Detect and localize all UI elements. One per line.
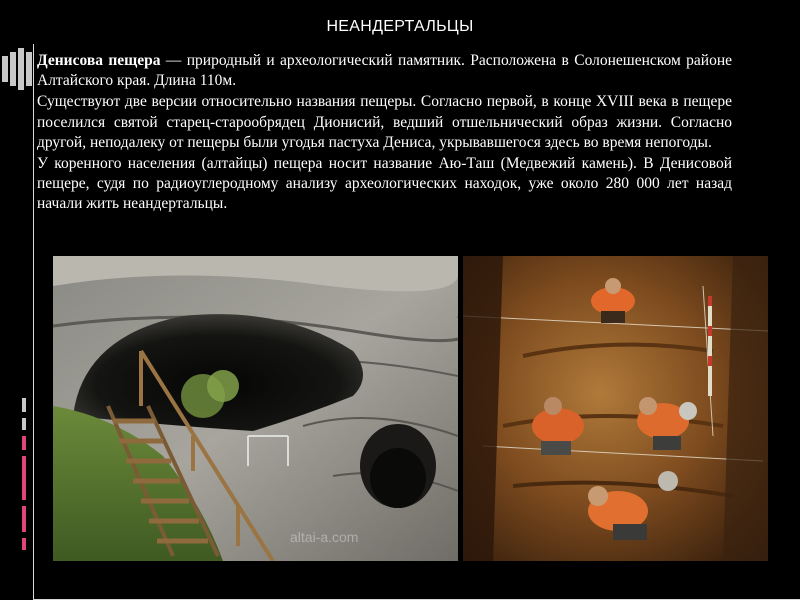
cave-entrance-photo: [53, 256, 458, 561]
excavation-photo: [463, 256, 768, 561]
deco-bar: [18, 48, 24, 90]
paragraph-1: [37, 51, 732, 91]
paragraph-3-text: У коренного населения (алтайцы) пещера носит название Аю-Таш (Медвежий камень). В Денисовой пещере, судя по радиоуглеродному анализу археологических находок, уже около 280 000 лет назад начали жить неандертальцы.: [37, 155, 732, 213]
deco-bar: [2, 56, 8, 82]
deco-bar: [22, 506, 26, 532]
deco-bar: [26, 52, 32, 86]
deco-bar: [10, 52, 16, 86]
slide-body-text: [37, 51, 732, 216]
deco-bar: [22, 436, 26, 450]
cave-entrance-illustration: [53, 256, 458, 561]
frame-line-left: [33, 44, 34, 600]
paragraph-1-lead: Денисова пещера: [37, 52, 161, 69]
deco-bar: [22, 538, 26, 550]
paragraph-2: [37, 92, 732, 153]
paragraph-2-text: Существуют две версии относительно названия пещеры. Согласно первой, в конце XVIII века в пещере поселился святой старец-старообрядец Дионисий, ведший отшельнический образ жизни. Согласно другой, неподалеку от пещеры были угодья пастуха Дениса, укрывавшегося здесь во время непогоды.: [37, 93, 732, 151]
deco-bar: [22, 456, 26, 500]
paragraph-1-text: — природный и археологический памятник. Расположена в Солонешенском районе Алтайского края. Длина 110м.: [37, 52, 732, 90]
deco-bar: [22, 418, 26, 430]
deco-bar: [22, 398, 26, 412]
paragraph-3: [37, 154, 732, 215]
excavation-illustration: [463, 256, 768, 561]
photo-watermark: altai-a.com: [290, 529, 359, 545]
slide-title: НЕАНДЕРТАЛЬЦЫ: [326, 18, 474, 35]
